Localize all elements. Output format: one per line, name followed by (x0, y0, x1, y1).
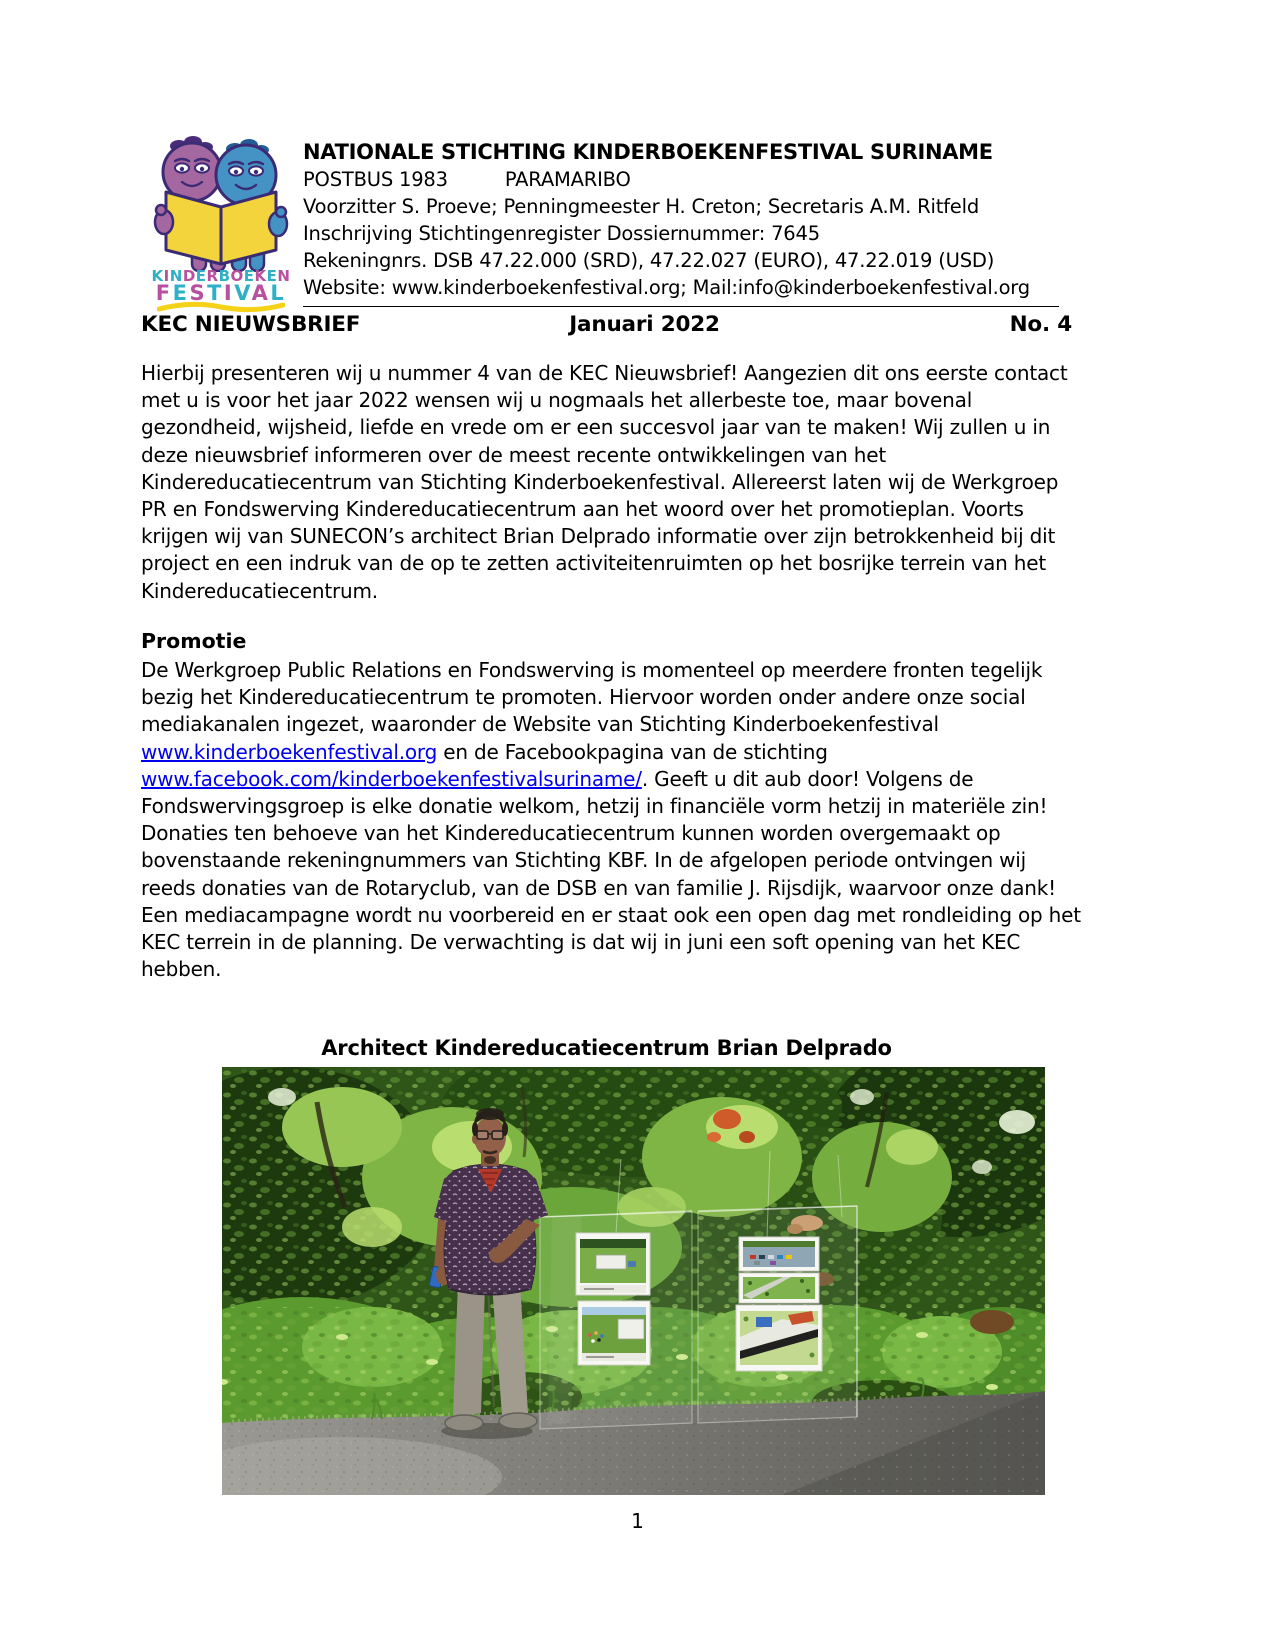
intro-paragraph: Hierbij presenteren wij u nummer 4 van de KEC Nieuwsbrief! Aangezien dit ons eerste contact met u is voor het jaar 2022 wensen wij u nogmaals het allerbeste toe, maar bovenal gezondheid, wijsheid, liefde en vrede om er een succesvol jaar van te maken! Wij zullen u in deze nieuwsbrief informeren over de meest recente ontwikkelingen van het Kindereducatiecentrum van Stichting Kinderboekenfestival. Allereerst laten wij de Werkgroep PR en Fondswerving Kindereducatiecentrum aan het woord over het promotieplan. Voorts krijgen wij van SUNECON’s architect Brian Delprado informatie over zijn betrokkenheid bij dit project en een indruk van de op te zetten activiteitenruimten op het bosrijke terrein van het Kindereducatiecentrum. (141, 361, 1068, 603)
poster-street-rendering (739, 1273, 819, 1303)
logo-text-festival: FESTIVAL (155, 281, 287, 305)
poster-site-rendering-bottom (578, 1301, 650, 1365)
kinderboekenfestival-logo (136, 134, 306, 329)
logo-text-kinderboeken: KINDERBOEKEN (151, 267, 291, 285)
masthead (141, 312, 1072, 337)
promotie-text-2: en de Facebookpagina van de stichting (437, 739, 828, 764)
header-divider (303, 293, 1059, 307)
poster-site-rendering-top (576, 1233, 650, 1295)
promotie-paragraph (141, 657, 1082, 983)
promotie-text-1: De Werkgroep Public Relations en Fondswerving is momenteel op meerdere fronten tegelijk bezig het Kindereducatiecentrum te promoten. Hiervoor worden onder andere onze social mediakanalen ingezet, waaronder de Website van Stichting Kinderboekenfestival (141, 658, 1043, 737)
postbus-line (303, 166, 1078, 193)
board-line: Voorzitter S. Proeve; Penningmeester H. Creton; Secretaris A.M. Ritfeld (303, 195, 979, 219)
city: PARAMARIBO (504, 168, 631, 191)
newsletter-title: KEC NIEUWSBRIEF (141, 312, 361, 337)
newsletter-date: Januari 2022 (569, 312, 720, 337)
architect-photo-illustration (222, 1067, 1045, 1495)
shoe-left (445, 1415, 483, 1431)
register-line: Inschrijving Stichtingenregister Dossiernummer: 7645 (303, 222, 820, 246)
accounts-line: Rekeningnrs. DSB 47.22.000 (SRD), 47.22.027 (EURO), 47.22.019 (USD) (303, 249, 995, 273)
newsletter-issue: No. 4 (1009, 312, 1072, 337)
architect-photo (222, 1067, 1045, 1495)
dry-leaves-patch (970, 1310, 1014, 1334)
promotie-text-3: . Geeft u dit aub door! Volgens de Fondswervingsgroep is elke donatie welkom, hetzij in financiële vorm hetzij in materiële zin! Donaties ten behoeve van het Kindereducatiecentrum kunnen worden overgemaakt op bovenstaande rekeningnummers van Stichting KBF. In de afgelopen periode ontvingen wij reeds donaties van de Rotaryclub, van de DSB en van familie J. Rijsdijk, waarvoor onze dank! Een mediacampagne wordt nu voorbereid en er staat ook een open dag met rondleiding op het KEC terrein in de planning. De verwachting is dat wij in juni een soft opening van het KEC hebben. (141, 766, 1081, 982)
organization-title: NATIONALE STICHTING KINDERBOEKENFESTIVAL SURINAME (303, 140, 993, 164)
poster-parking-aerial (739, 1237, 819, 1271)
website-mail-line: Website: www.kinderboekenfestival.org; Mail:info@kinderboekenfestival.org (303, 276, 1030, 300)
logo-children-book-icon (139, 134, 303, 272)
poster-building-rendering (736, 1305, 822, 1371)
website-link[interactable]: www.kinderboekenfestival.org (141, 739, 438, 764)
shoe-right (499, 1413, 537, 1429)
page-number: 1 (631, 1509, 644, 1533)
facebook-link[interactable]: www.facebook.com/kinderboekenfestivalsuriname/ (141, 766, 642, 791)
logo-open-book (166, 192, 276, 264)
promotie-heading: Promotie (141, 629, 247, 653)
letterhead (303, 138, 1078, 301)
photo-caption: Architect Kindereducatiecentrum Brian Delprado (321, 1036, 892, 1060)
postbus: POSTBUS 1983 (303, 168, 448, 191)
